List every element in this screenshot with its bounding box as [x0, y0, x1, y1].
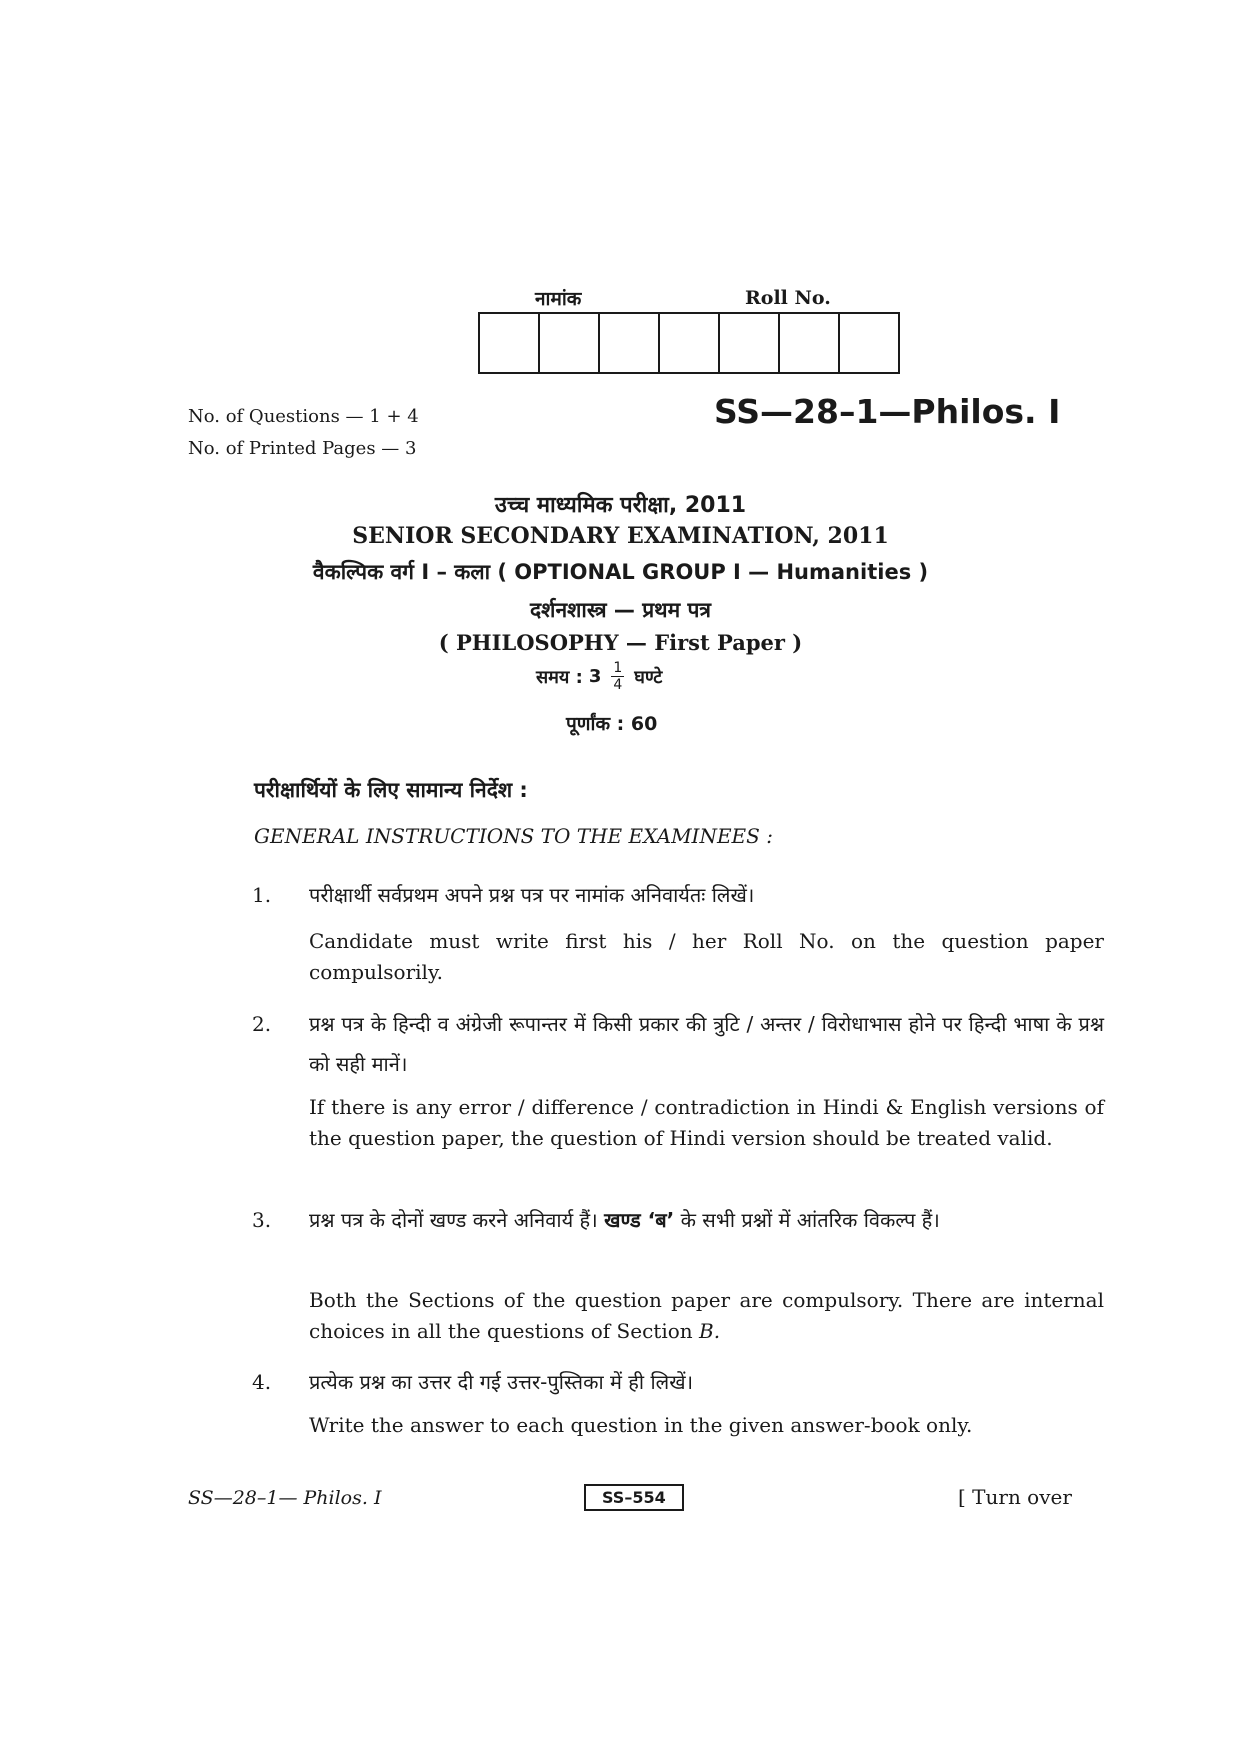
instruction-3-hindi — [309, 1200, 1104, 1240]
roll-number-boxes — [478, 312, 900, 374]
instruction-3-section-ref: B. — [699, 1319, 721, 1343]
exam-title-english: SENIOR SECONDARY EXAMINATION, 2011 — [352, 523, 889, 549]
roll-digit-box[interactable] — [480, 314, 540, 372]
maximum-marks: पूर्णांक : 60 — [566, 713, 658, 735]
instruction-3-hindi-part-a: प्रश्न पत्र के दोनों खण्ड करने अनिवार्य हैं। — [309, 1208, 598, 1232]
roll-digit-box[interactable] — [780, 314, 840, 372]
instructions-heading-english: GENERAL INSTRUCTIONS TO THE EXAMINEES : — [254, 824, 773, 848]
subject-title-hindi: दर्शनशास्त्र — प्रथम पत्र — [530, 598, 711, 622]
roll-digit-box[interactable] — [840, 314, 898, 372]
turn-over-note: [ Turn over — [958, 1485, 1072, 1509]
optional-group-line: वैकल्पिक वर्ग I – कला ( OPTIONAL GROUP I — Humanities ) — [312, 560, 929, 584]
instruction-1-hindi: परीक्षार्थी सर्वप्रथम अपने प्रश्न पत्र पर नामांक अनिवार्यतः लिखें। — [309, 883, 755, 907]
time-allowed — [536, 660, 662, 693]
subject-title-english: ( PHILOSOPHY — First Paper ) — [438, 630, 803, 655]
instruction-number: 1. — [252, 883, 272, 907]
roll-digit-box[interactable] — [600, 314, 660, 372]
instruction-1-english: Candidate must write first his / her Roll No. on the question paper compulsorily. — [309, 929, 1104, 984]
roll-label-hindi: नामांक — [535, 288, 582, 310]
instruction-4-english: Write the answer to each question in the given answer-book only. — [309, 1413, 973, 1437]
exam-title-hindi: उच्च माध्यमिक परीक्षा, 2011 — [494, 493, 747, 518]
instruction-number: 4. — [252, 1370, 272, 1394]
time-fraction — [611, 660, 624, 693]
footer-paper-code: SS—28–1— Philos. I — [188, 1487, 382, 1509]
time-fraction-numerator: 1 — [613, 660, 623, 676]
roll-digit-box[interactable] — [540, 314, 600, 372]
instruction-3-hindi-part-b: के सभी प्रश्नों में आंतरिक विकल्प हैं। — [680, 1208, 940, 1232]
instruction-2-hindi: प्रश्न पत्र के हिन्दी व अंग्रेजी रूपान्तर में किसी प्रकार की त्रुटि / अन्तर / विरोधाभास होने पर हिन्दी भाषा के प्रश्न को सही मानें। — [309, 1012, 1104, 1076]
instructions-heading-hindi: परीक्षार्थियों के लिए सामान्य निर्देश : — [254, 778, 528, 802]
footer-series-code: SS–554 — [584, 1484, 684, 1511]
instruction-3-english — [309, 1285, 1104, 1347]
paper-code: SS—28–1—Philos. I — [714, 392, 1061, 431]
time-label: समय : — [536, 666, 583, 688]
time-fraction-denominator: 4 — [613, 677, 623, 693]
roll-label-english: Roll No. — [745, 287, 831, 309]
number-of-questions: No. of Questions — 1 + 4 — [188, 406, 419, 427]
time-unit: घण्टे — [634, 666, 663, 688]
number-of-printed-pages: No. of Printed Pages — 3 — [188, 438, 417, 459]
instruction-4-hindi: प्रत्येक प्रश्न का उत्तर दी गई उत्तर-पुस्तिका में ही लिखें। — [309, 1370, 694, 1394]
roll-digit-box[interactable] — [660, 314, 720, 372]
time-whole: 3 — [588, 666, 602, 687]
instruction-3-hindi-section-b: खण्ड ‘ब’ — [604, 1208, 675, 1232]
instruction-number: 3. — [252, 1208, 272, 1232]
instruction-number: 2. — [252, 1012, 272, 1036]
instruction-2-english: If there is any error / difference / contradiction in Hindi & English versions of the question paper, the question of Hindi version should be treated valid. — [309, 1095, 1104, 1150]
roll-digit-box[interactable] — [720, 314, 780, 372]
instruction-3-english-text: Both the Sections of the question paper are compulsory. There are internal choices in all the questions of Section — [309, 1288, 1104, 1343]
